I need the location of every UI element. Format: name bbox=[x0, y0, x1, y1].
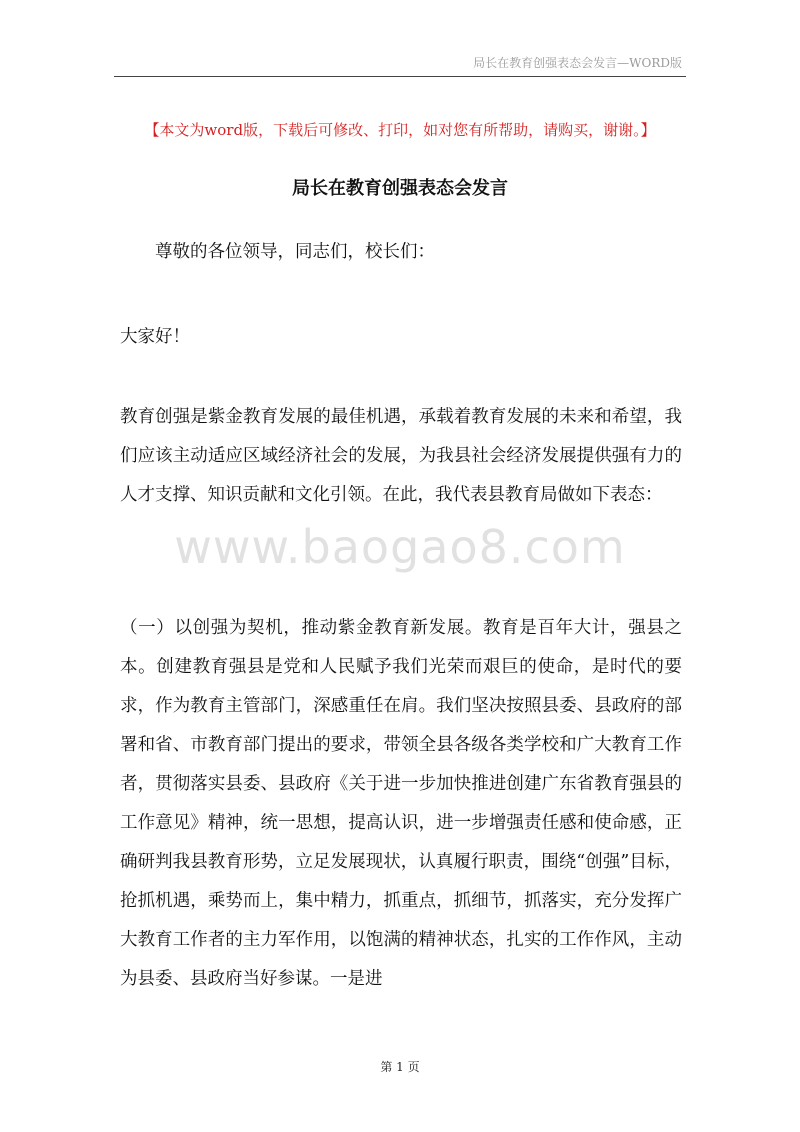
download-notice: 【本文为word版，下载后可修改、打印，如对您有所帮助，请购买，谢谢。】 bbox=[144, 121, 656, 139]
salutation: 尊敬的各位领导，同志们，校长们： bbox=[155, 242, 435, 262]
page-number: 第 1 页 bbox=[380, 1060, 420, 1074]
document-title: 局长在教育创强表态会发言 bbox=[292, 178, 508, 199]
body-paragraph: 教育创强是紫金教育发展的最佳机遇，承载着教育发展的未来和希望，我们应该主动适应区域经济社会的发展，为我县社会经济发展提供强有力的人才支撑、知识贡献和文化引领。在此，我代表县教育局做如下表态： bbox=[120, 407, 682, 505]
running-header: 局长在教育创强表态会发言—WORD版 bbox=[473, 56, 682, 70]
body-paragraph: （一）以创强为契机，推动紫金教育新发展。教育是百年大计，强县之本。创建教育强县是党和人民赋予我们光荣而艰巨的使命，是时代的要求，作为教育主管部门，深感重任在肩。我们坚决按照县委、县政府的部署和省、市教育部门提出的要求，带领全县各级各类学校和广大教育工作者，贯彻落实县委、县政府《关于进一步加快推进创建广东省教育强县的工作意见》精神，统一思想，提高认识，进一步增强责任感和使命感，正确研判我县教育形势，立足发展现状，认真履行职责，围绕“创强”目标，抢抓机遇，乘势而上，集中精力，抓重点，抓细节，抓落实，充分发挥广大教育工作者的主力军作用，以饱满的精神状态，扎实的工作作风，主动为县委、县政府当好参谋。一是进 bbox=[120, 618, 682, 989]
greeting: 大家好！ bbox=[120, 327, 190, 347]
header-divider bbox=[114, 76, 686, 77]
watermark: www.baogao8.com bbox=[174, 520, 626, 574]
